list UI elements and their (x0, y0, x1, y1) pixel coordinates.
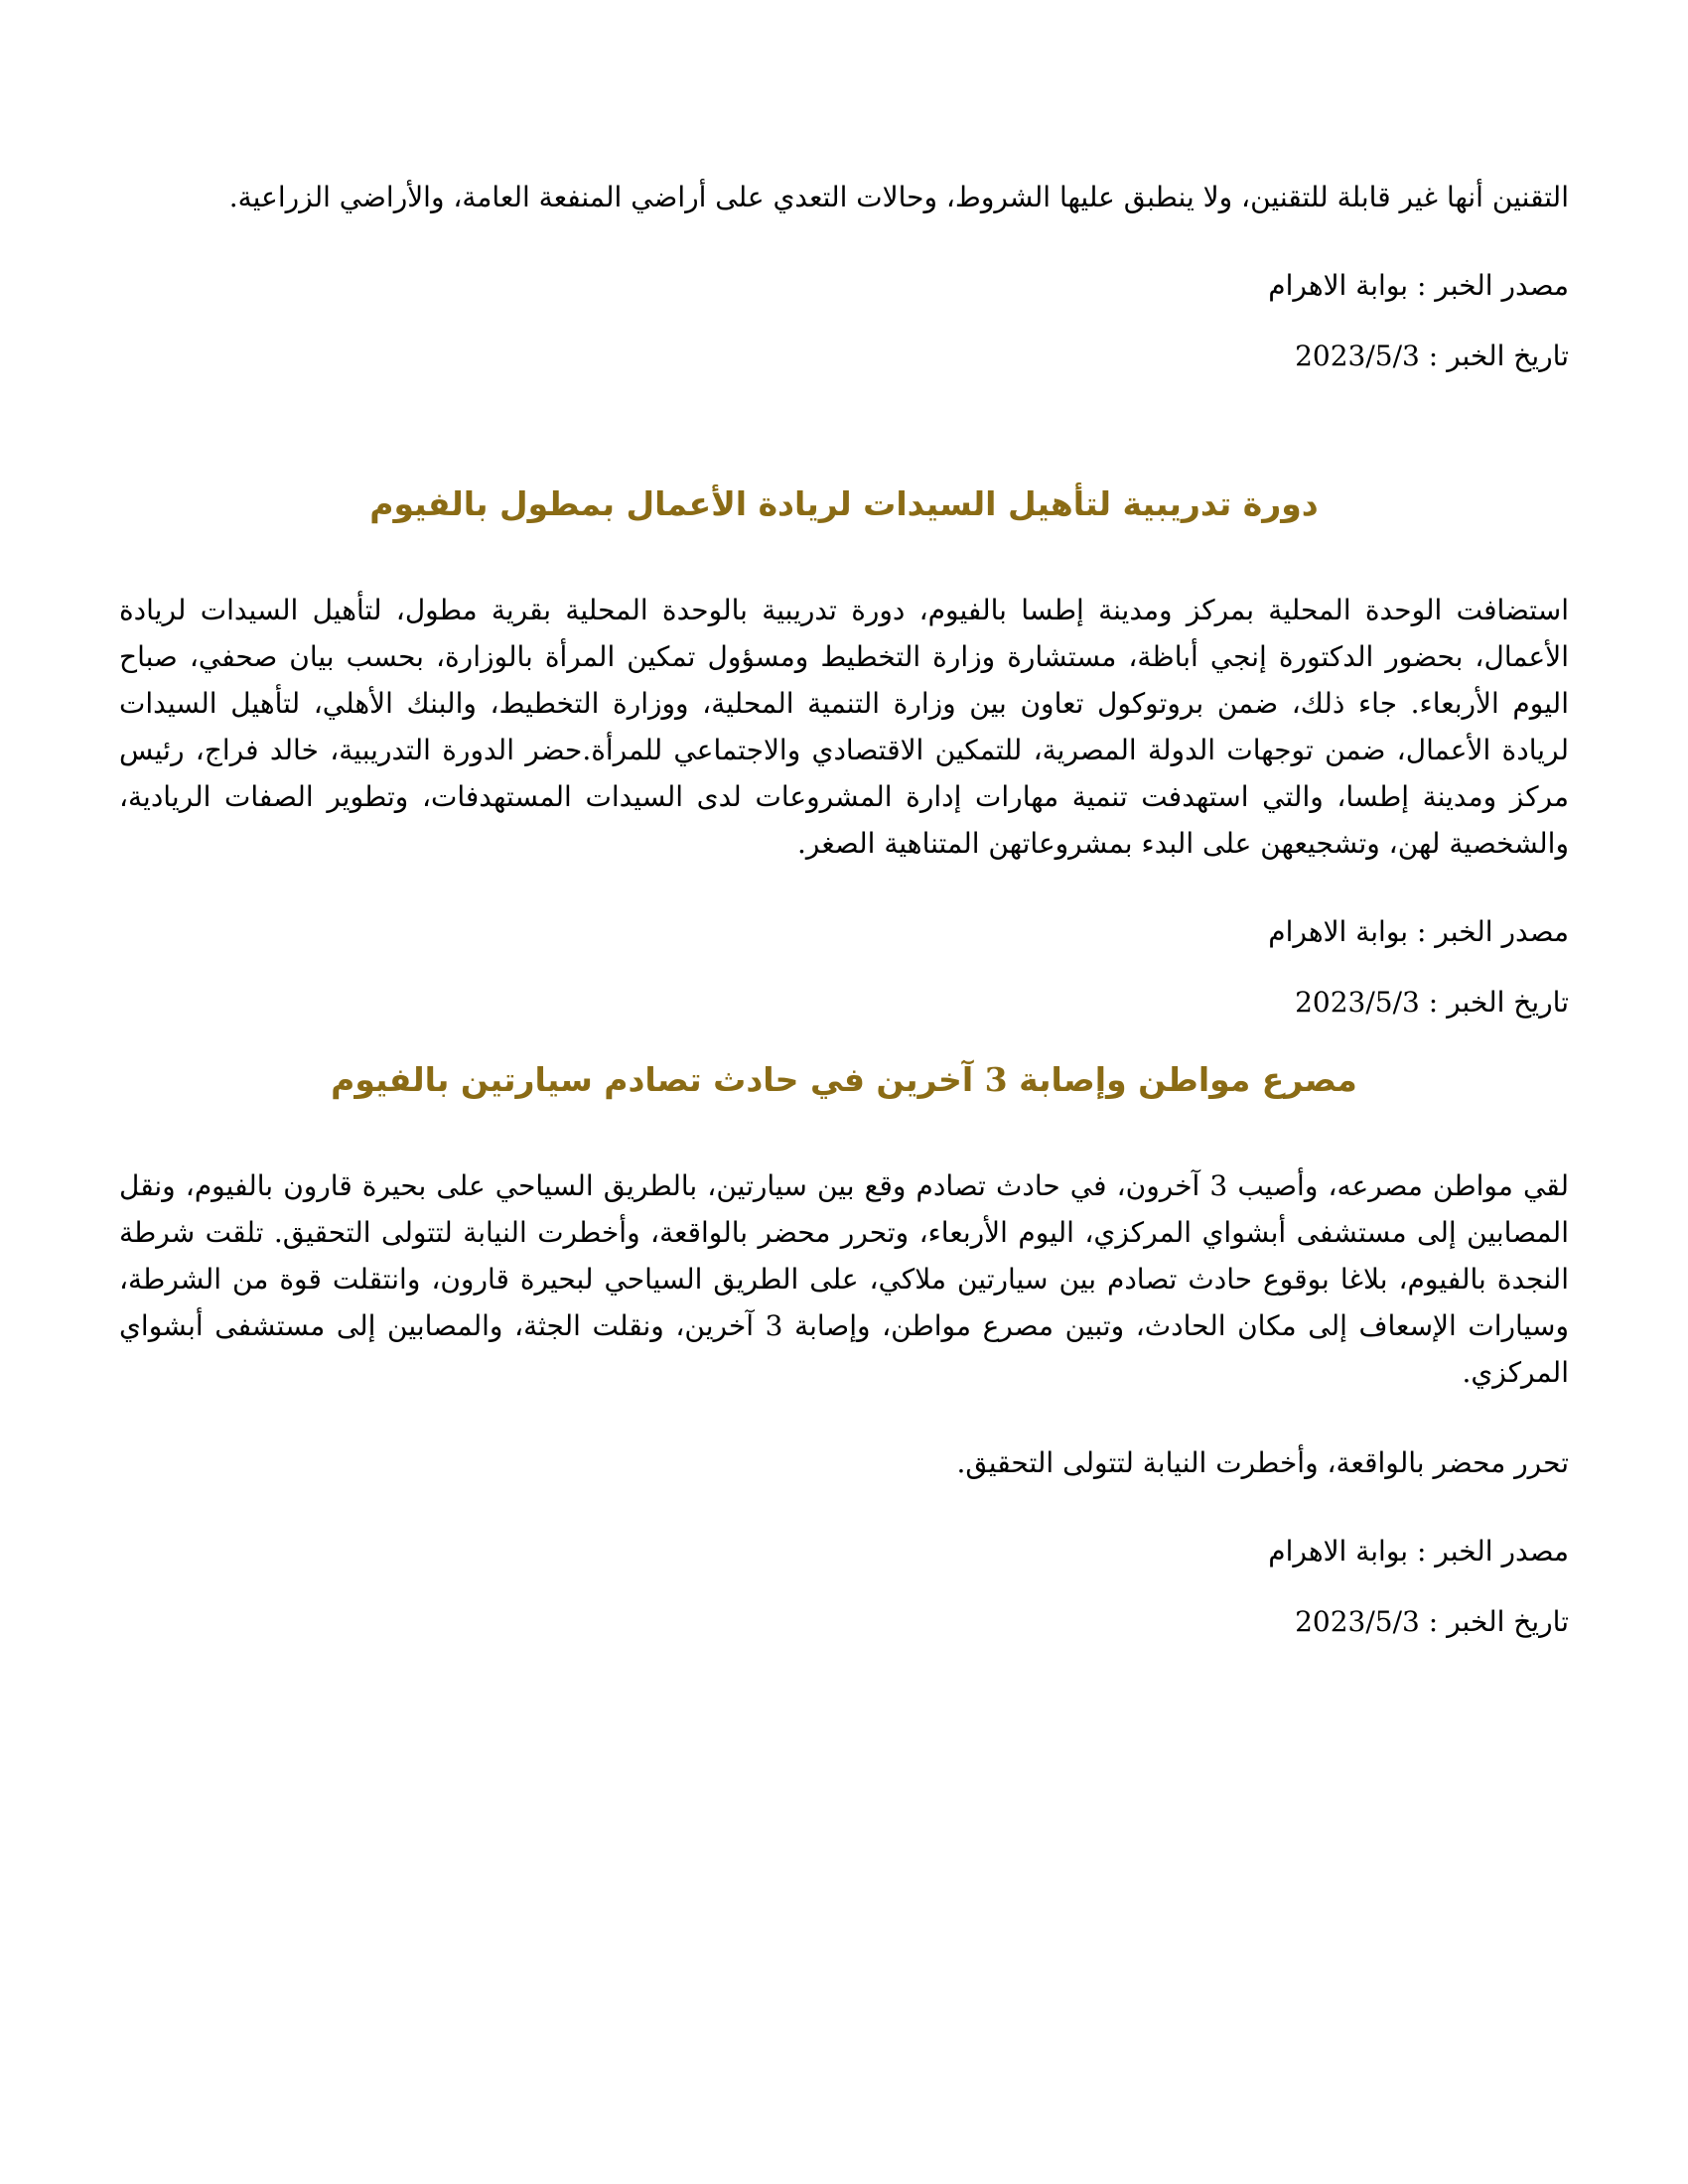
article-2-source-line: مصدر الخبر : بوابة الاهرام (1268, 915, 1569, 948)
article-3-source-line: مصدر الخبر : بوابة الاهرام (1268, 1535, 1569, 1568)
article-1-source-line: مصدر الخبر : بوابة الاهرام (1268, 269, 1569, 302)
article-2-headline: دورة تدريبية لتأهيل السيدات لريادة الأعمال بمطول بالفيوم (369, 484, 1319, 523)
article-1-date-line: تاريخ الخبر : 2023/5/3 (1295, 340, 1569, 372)
article-2-date-line: تاريخ الخبر : 2023/5/3 (1295, 986, 1569, 1019)
article-3-closing-text: تحرر محضر بالواقعة، وأخطرت النيابة لتتولى التحقيق. (956, 1446, 1569, 1479)
article-3-headline: مصرع مواطن وإصابة 3 آخرين في حادث تصادم سيارتين بالفيوم (331, 1060, 1357, 1099)
article-2-body-text: استضافت الوحدة المحلية بمركز ومدينة إطسا بالفيوم، دورة تدريبية بالوحدة المحلية بقرية مطول، لتأهيل السيدات لريادة الأعمال، بحضور الدكتورة إنجي أباظة، مستشارة وزارة التخطيط ومسؤول تمكين المرأة بالوزارة، بحسب بيان صحفي، صباح اليوم الأربعاء. جاء ذلك، ضمن بروتوكول تعاون بين وزارة التنمية المحلية، ووزارة التخطيط، والبنك الأهلي، لتأهيل السيدات لريادة الأعمال، ضمن توجهات الدولة المصرية، للتمكين الاقتصادي والاجتماعي للمرأة.حضر الدورة التدريبية، خالد فراج، رئيس مركز ومدينة إطسا، والتي استهدفت تنمية مهارات إدارة المشروعات لدى السيدات المستهدفات، وتطوير الصفات الريادية، والشخصية لهن، وتشجيعهن على البدء بمشروعاتهن المتناهية الصغر. (119, 594, 1569, 860)
article-3-body-text: لقي مواطن مصرعه، وأصيب 3 آخرون، في حادث تصادم وقع بين سيارتين، بالطريق السياحي على بحيرة قارون بالفيوم، ونقل المصابين إلى مستشفى أبشواي المركزي، اليوم الأربعاء، وتحرر محضر بالواقعة، وأخطرت النيابة لتتولى التحقيق. تلقت شرطة النجدة بالفيوم، بلاغا بوقوع حادث تصادم بين سيارتين ملاكي، على الطريق السياحي لبحيرة قارون، وانتقلت قوة من الشرطة، وسيارات الإسعاف إلى مكان الحادث، وتبين مصرع مواطن، وإصابة 3 آخرين، ونقلت الجثة، والمصابين إلى مستشفى أبشواي المركزي. (119, 1169, 1569, 1389)
article-1-body-text: التقنين أنها غير قابلة للتقنين، ولا ينطبق عليها الشروط، وحالات التعدي على أراضي المنفعة العامة، والأراضي الزراعية. (228, 181, 1569, 213)
article-3-date-line: تاريخ الخبر : 2023/5/3 (1295, 1605, 1569, 1638)
